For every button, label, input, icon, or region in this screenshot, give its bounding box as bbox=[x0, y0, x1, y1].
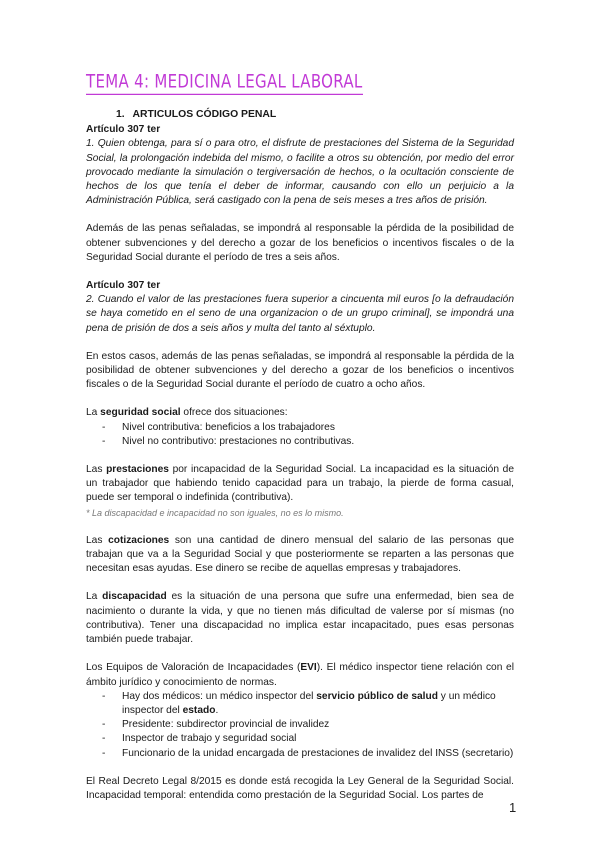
ss-list bbox=[86, 421, 514, 449]
evi-list bbox=[86, 690, 514, 761]
paragraph-social-security: La seguridad social ofrece dos situaciones: bbox=[86, 407, 288, 419]
list-item: - Inspector de trabajo y seguridad social bbox=[86, 732, 514, 746]
bold-term: discapacidad bbox=[102, 591, 167, 603]
bold-term: seguridad social bbox=[100, 407, 181, 419]
list-item: - Nivel contributiva: beneficios a los trabajadores bbox=[86, 421, 514, 435]
section-heading-text: ARTICULOS CÓDIGO PENAL bbox=[132, 109, 277, 120]
paragraph-benefits: Las prestaciones por incapacidad de la Seguridad Social. La incapacidad es la situación de un trabajador que habiendo tenido capacidad para un trabajo, la pierde de forma casual, puede ser temporal o indefinida (contributiva). bbox=[86, 464, 514, 504]
bold-term: cotizaciones bbox=[108, 534, 170, 546]
article-text: 1. Quien obtenga, para sí o para otro, el disfrute de prestaciones del Sistema de la Seguridad Social, la prolongación indebida del mismo, o facilite a otros su obtención, por medio del error provocado mediante la simulación o tergiversación de hechos, o la ocultación consciente de hechos de los que tenía el deber de informar, causando con ello un perjuicio a la Administración Pública, será castigado con la pena de seis meses a tres años de prisión. bbox=[86, 138, 514, 207]
article-label: Artículo 307 ter bbox=[86, 124, 161, 136]
list-item: - Hay dos médicos: un médico inspector del servicio público de salud y un médico inspector del estado. bbox=[86, 690, 514, 718]
document-body bbox=[86, 108, 514, 803]
page-title: TEMA 4: MEDICINA LEGAL LABORAL bbox=[86, 70, 363, 95]
section-heading bbox=[116, 108, 514, 122]
article-text-2: 2. Cuando el valor de las prestaciones fuera superior a cincuenta mil euros [o la defraudación se haya cometido en el seno de una organizacion o de un grupo criminal], se impondrá una pena de prisión de dos a seis años y multa del tanto al séxtuplo. bbox=[86, 294, 514, 334]
paragraph-royal-decree: El Real Decreto Legal 8/2015 es donde está recogida la Ley General de la Seguridad Social. Incapacidad temporal: entendida como prestación de la Seguridad Social. Los partes de bbox=[86, 775, 514, 801]
section-number: 1. bbox=[116, 109, 125, 120]
paragraph-contributions: Las cotizaciones son una cantidad de dinero mensual del salario de las personas que trabajan que va a la Seguridad Social y que posteriormente se reparten a las personas que necesitan esas ayudas. Ese dinero se recibe de aquellas empresas y trabajadores. bbox=[86, 534, 514, 575]
footnote: * La discapacidad e incapacidad no son iguales, no es lo mismo. bbox=[86, 507, 344, 518]
paragraph-penalties-2: En estos casos, además de las penas señaladas, se impondrá al responsable la pérdida de la posibilidad de obtener subvenciones y del derecho a gozar de los beneficios o incentivos fiscales o de la Seguridad Social durante el período de cuatro a ocho años. bbox=[86, 350, 514, 391]
paragraph-disability: La discapacidad es la situación de una persona que sufre una enfermedad, bien sea de nacimiento o durante la vida, y que no tienen más dificultad de valerse por sí mismas (no contributiva). Tener una discapacidad no implica estar incapacitado, pues esas personas también puede trabajar. bbox=[86, 591, 514, 646]
bold-term: prestaciones bbox=[106, 464, 169, 476]
bold-term: EVI bbox=[300, 662, 317, 674]
list-item: - Nivel no contributivo: prestaciones no contributivas. bbox=[86, 435, 514, 449]
page-number: 1 bbox=[509, 800, 517, 815]
list-item: - Funcionario de la unidad encargada de prestaciones de invalidez del INSS (secretario) bbox=[86, 747, 514, 761]
list-item: - Presidente: subdirector provincial de invalidez bbox=[86, 718, 514, 732]
paragraph-evi: Los Equipos de Valoración de Incapacidades (EVI). El médico inspector tiene relación con el ámbito jurídico y conocimiento de normas. bbox=[86, 662, 514, 688]
paragraph-penalties-1: Además de las penas señaladas, se impondrá al responsable la pérdida de la posibilidad de obtener subvenciones y del derecho a gozar de los beneficios o incentivos fiscales o de la Seguridad Social durante el período de tres a seis años. bbox=[86, 223, 514, 263]
article-label-2: Artículo 307 ter bbox=[86, 280, 161, 292]
